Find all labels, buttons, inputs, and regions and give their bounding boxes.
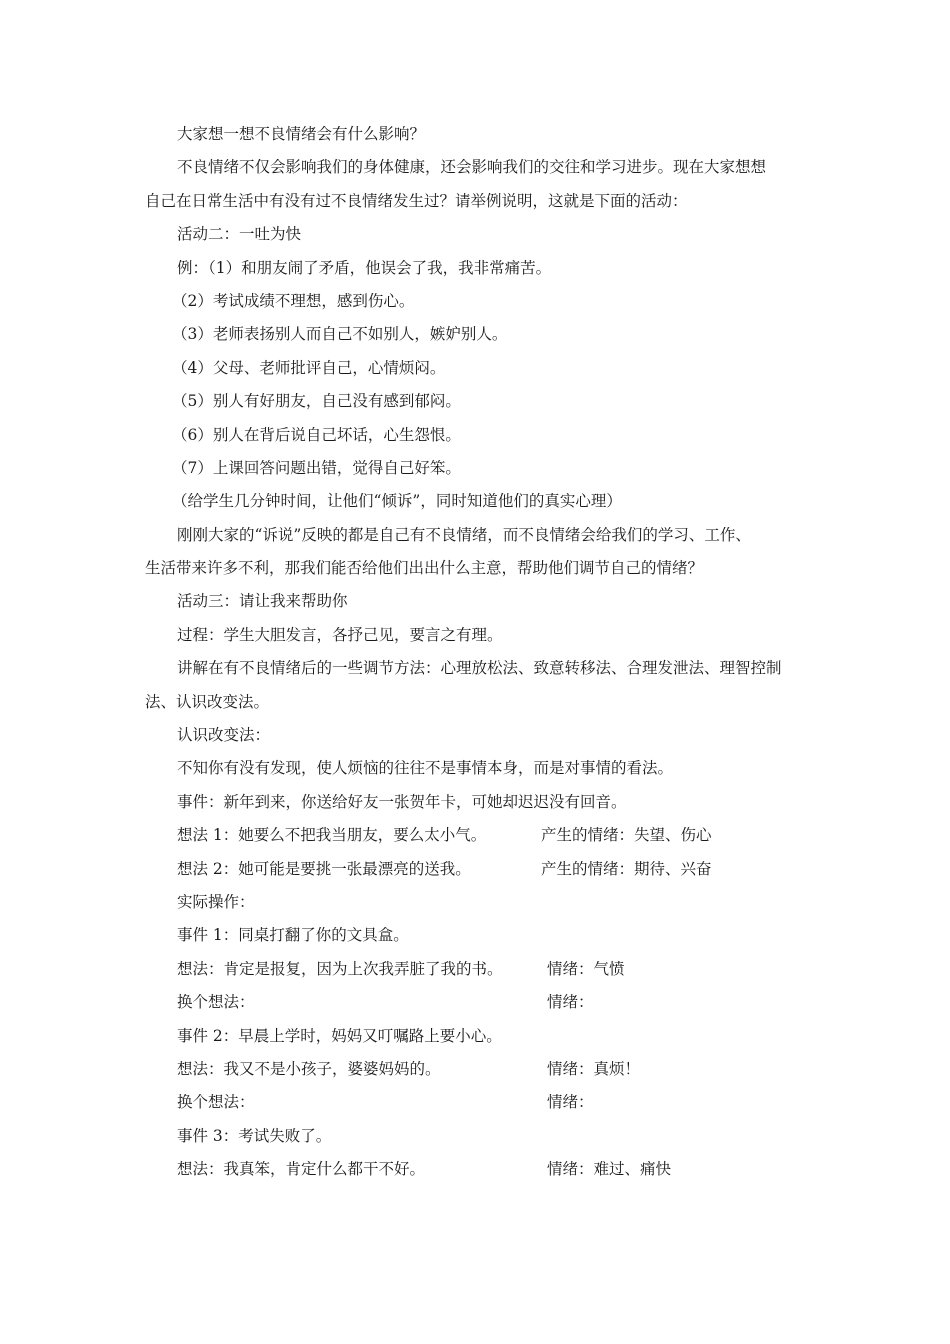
- example-item: （2）考试成绩不理想，感到伤心。: [172, 291, 415, 310]
- thought-row: [0, 953, 950, 986]
- text-line: 不良情绪不仅会影响我们的身体健康，还会影响我们的交往和学习进步。现在大家想想: [177, 158, 767, 177]
- event-line: 事件 1：同桌打翻了你的文具盒。: [177, 926, 409, 945]
- thought-row: [0, 853, 950, 886]
- emotion-text: 情绪：真烦！: [547, 1059, 641, 1078]
- section-heading: 实际操作：: [177, 892, 255, 911]
- section-heading: 认识改变法：: [177, 726, 271, 745]
- event-line: 事件 2：早晨上学时，妈妈又叮嘱路上要小心。: [177, 1026, 502, 1045]
- thought-row: [0, 1053, 950, 1086]
- thought-text: 想法：我又不是小孩子，婆婆妈妈的。: [177, 1059, 441, 1078]
- thought-text: 换个想法：: [177, 1093, 255, 1112]
- text-line: 过程：学生大胆发言，各抒己见，要言之有理。: [177, 625, 503, 644]
- thought-text: 想法 2：她可能是要挑一张最漂亮的送我。: [177, 859, 471, 878]
- example-item: （5）别人有好朋友，自己没有感到郁闷。: [172, 392, 461, 411]
- thought-row: [0, 1153, 950, 1186]
- emotion-text: 情绪：难过、痛快: [547, 1160, 672, 1179]
- thought-text: 想法 1：她要么不把我当朋友，要么太小气。: [177, 826, 487, 845]
- text-line: 刚刚大家的“诉说”反映的都是自己有不良情绪，而不良情绪会给我们的学习、工作、: [177, 525, 751, 544]
- text-line: 不知你有没有发现，使人烦恼的往往不是事情本身，而是对事情的看法。: [177, 759, 674, 778]
- thought-text: 想法：我真笨，肯定什么都干不好。: [177, 1160, 426, 1179]
- thought-text: 想法：肯定是报复，因为上次我弄脏了我的书。: [177, 959, 503, 978]
- text-line: （给学生几分钟时间，让他们“倾诉”，同时知道他们的真实心理）: [172, 492, 622, 511]
- emotion-text: 产生的情绪：期待、兴奋: [541, 859, 712, 878]
- document-body: [0, 118, 950, 1187]
- example-item: （7）上课回答问题出错，觉得自己好笨。: [172, 458, 461, 477]
- emotion-text: 情绪：: [547, 993, 594, 1012]
- example-item: （3）老师表扬别人而自己不如别人，嫉妒别人。: [172, 325, 508, 344]
- emotion-text: 情绪：: [547, 1093, 594, 1112]
- thought-row: [0, 1086, 950, 1119]
- text-line: 讲解在有不良情绪后的一些调节方法：心理放松法、致意转移法、合理发泄法、理智控制: [177, 659, 782, 678]
- thought-text: 换个想法：: [177, 993, 255, 1012]
- text-line: 法、认识改变法。: [145, 692, 270, 711]
- text-line: 生活带来许多不利，那我们能否给他们出出什么主意，帮助他们调节自己的情绪？: [145, 559, 704, 578]
- thought-row: [0, 819, 950, 852]
- event-line: 事件 3：考试失败了。: [177, 1126, 332, 1145]
- activity-heading: 活动二：一吐为快: [177, 225, 302, 244]
- thought-row: [0, 986, 950, 1019]
- text-line: 大家想一想不良情绪会有什么影响？: [177, 125, 426, 143]
- text-line: 事件：新年到来，你送给好友一张贺年卡，可她却迟迟没有回音。: [177, 792, 627, 811]
- example-item: 例：（1）和朋友闹了矛盾，他误会了我，我非常痛苦。: [177, 258, 552, 277]
- example-item: （6）别人在背后说自己坏话，心生怨恨。: [172, 425, 461, 444]
- emotion-text: 产生的情绪：失望、伤心: [541, 826, 712, 845]
- example-item: （4）父母、老师批评自己，心情烦闷。: [172, 358, 446, 377]
- activity-heading: 活动三：请让我来帮助你: [177, 592, 348, 611]
- emotion-text: 情绪：气愤: [547, 959, 625, 978]
- text-line: 自己在日常生活中有没有过不良情绪发生过？请举例说明，这就是下面的活动：: [145, 191, 688, 210]
